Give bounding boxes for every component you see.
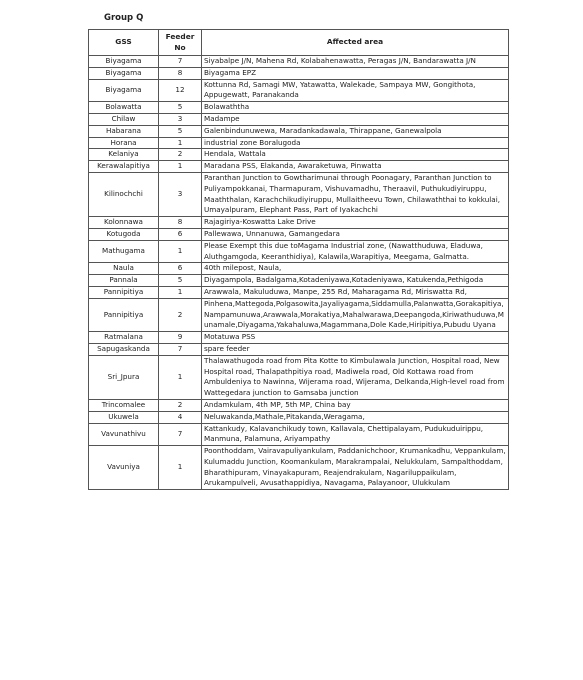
table-row [89,446,509,490]
affected-area-cell: Bolawaththa [202,102,509,114]
header-feeder-no: Feeder No [159,30,202,56]
gss-cell: Vavunathivu [89,423,159,446]
gss-cell: Habarana [89,125,159,137]
affected-area-cell: Biyagama EPZ [202,67,509,79]
feeder-no-cell: 4 [159,411,202,423]
affected-area-cell: industrial zone Boralugoda [202,137,509,149]
feeder-no-cell: 6 [159,228,202,240]
affected-area-cell: Please Exempt this due toMagama Industrial zone, (Nawatthuduwa, Eladuwa, Aluthgamgoda, Keeranthidiya), Kalawila,Warapitiya, Meegama, Galmatta. [202,240,509,263]
feeder-no-cell: 8 [159,67,202,79]
feeder-no-cell: 9 [159,332,202,344]
affected-area-cell: Pinhena,Mattegoda,Polgasowita,Jayaliyagama,Siddamulla,Palanwatta,Gorakapitiya,Nampamunuwa,Arawwala,Morakatiya,Mahalwarawa,Deepangoda,Kiriwathuduwa,Munamale,Diyagama,Yakahaluwa,Magammana,Dole Kade,Hiripitiya,Pubudu Uyana [202,298,509,331]
table-row [89,125,509,137]
gss-cell: Sapugaskanda [89,343,159,355]
table-row [89,411,509,423]
gss-cell: Vavuniya [89,446,159,490]
affected-area-cell: Galenbindunuwewa, Maradankadawala, Thirappane, Ganewalpola [202,125,509,137]
header-row [89,30,509,56]
affected-areas-table [88,29,509,490]
feeder-no-cell: 7 [159,343,202,355]
gss-cell: Pannipitiya [89,286,159,298]
feeder-no-cell: 7 [159,423,202,446]
table-row [89,423,509,446]
feeder-no-cell: 6 [159,263,202,275]
table-row [89,172,509,216]
gss-cell: Sri_Jpura [89,355,159,399]
feeder-no-cell: 2 [159,149,202,161]
table-row [89,298,509,331]
gss-cell: Pannala [89,275,159,287]
table-row [89,79,509,102]
gss-cell: Kotugoda [89,228,159,240]
affected-area-cell: Diyagampola, Badalgama,Kotadeniyawa,Kotadeniyawa, Katukenda,Pethigoda [202,275,509,287]
feeder-no-cell: 1 [159,240,202,263]
gss-cell: Kolonnawa [89,217,159,229]
feeder-no-cell: 5 [159,125,202,137]
affected-area-cell: Madampe [202,113,509,125]
gss-cell: Ukuwela [89,411,159,423]
affected-area-cell: Maradana PSS, Elakanda, Awaraketuwa, Pinwatta [202,161,509,173]
table-row [89,137,509,149]
gss-cell: Kelaniya [89,149,159,161]
table-row [89,332,509,344]
feeder-no-cell: 2 [159,298,202,331]
feeder-no-cell: 1 [159,137,202,149]
table-row [89,113,509,125]
table-row [89,56,509,68]
table-row [89,275,509,287]
feeder-no-cell: 8 [159,217,202,229]
feeder-no-cell: 2 [159,399,202,411]
affected-area-cell: Andamkulam, 4th MP, 5th MP, China bay [202,399,509,411]
feeder-no-cell: 1 [159,286,202,298]
gss-cell: Trincomalee [89,399,159,411]
gss-cell: Kerawalapitiya [89,161,159,173]
gss-cell: Bolawatta [89,102,159,114]
affected-area-cell: Kattankudy, Kalavanchikudy town, Kallavala, Chettipalayam, Pudukuduirippu, Manmuna, Palamuna, Ariyampathy [202,423,509,446]
affected-area-cell: Hendala, Wattala [202,149,509,161]
gss-cell: Kilinochchi [89,172,159,216]
affected-area-cell: Pallewawa, Unnanuwa, Gamangedara [202,228,509,240]
affected-area-cell: spare feeder [202,343,509,355]
table-row [89,149,509,161]
group-label: Group Q [104,13,144,23]
affected-area-cell: Paranthan Junction to Gowtharimunai through Poonagary, Paranthan Junction to Puliyampokkanai, Tharmapuram, Vishuvamadhu, Theraavil, Puthukudiyiruppu, Maaththalan, Karachchikudiyiruppu, Mullaitheevu Town, Chilawaththai to kokkulai, Umayalpuram, Elephant Pass, Part of Iyakachchi [202,172,509,216]
feeder-no-cell: 1 [159,355,202,399]
affected-area-cell: Siyabalpe J/N, Mahena Rd, Kolabahenawatta, Peragas J/N, Bandarawatta J/N [202,56,509,68]
feeder-no-cell: 5 [159,275,202,287]
gss-cell: Ratmalana [89,332,159,344]
affected-area-cell: Arawwala, Makuluduwa, Manpe, 255 Rd, Maharagama Rd, Miriswatta Rd, [202,286,509,298]
affected-area-cell: Rajagiriya-Koswatta Lake Drive [202,217,509,229]
table-row [89,343,509,355]
feeder-no-cell: 3 [159,113,202,125]
header-gss: GSS [89,30,159,56]
gss-cell: Pannipitiya [89,298,159,331]
gss-cell: Horana [89,137,159,149]
affected-area-cell: Thalawathugoda road from Pita Kotte to Kimbulawala Junction, Hospital road, New Hospital road, Thalapathpitiya road, Madiwela road, Old Kottawa road from Ambuldeniya to Nawinna, Wijerama road, Wijerama, Delkanda,High-level road from Wattegedara junction to Gamsaba junction [202,355,509,399]
gss-cell: Biyagama [89,67,159,79]
table-header [89,30,509,56]
table-row [89,217,509,229]
gss-cell: Biyagama [89,79,159,102]
gss-cell: Naula [89,263,159,275]
table-row [89,67,509,79]
feeder-no-cell: 1 [159,161,202,173]
table-body [89,56,509,490]
feeder-no-cell: 3 [159,172,202,216]
table-row [89,355,509,399]
table-row [89,286,509,298]
table-row [89,102,509,114]
affected-area-cell: Neluwakanda,Mathale,Pitakanda,Weragama, [202,411,509,423]
feeder-no-cell: 5 [159,102,202,114]
table-row [89,161,509,173]
feeder-no-cell: 7 [159,56,202,68]
affected-area-cell: 40th milepost, Naula, [202,263,509,275]
table-row [89,263,509,275]
feeder-no-cell: 12 [159,79,202,102]
affected-area-cell: Poonthoddam, Vairavapuliyankulam, Paddanichchoor, Krumankadhu, Veppankulam, Kulumaddu Junction, Koomankulam, Marakrampalai, Nelukkulam, Sampalthoddam, Bharathipuram, Vinayakapuram, Reajendrakulam, Nagariluppaikulam, Arukampulveli, Avusathappidiya, Navagama, Palayanoor, Ulukkulam [202,446,509,490]
feeder-no-cell: 1 [159,446,202,490]
gss-cell: Chilaw [89,113,159,125]
table-row [89,228,509,240]
header-affected-area: Affected area [202,30,509,56]
affected-area-cell: Kottunna Rd, Samagi MW, Yatawatta, Walekade, Sampaya MW, Gongithota, Appugewatt, Paranakanda [202,79,509,102]
gss-cell: Mathugama [89,240,159,263]
table-row [89,240,509,263]
gss-cell: Biyagama [89,56,159,68]
affected-area-cell: Motatuwa PSS [202,332,509,344]
table-row [89,399,509,411]
